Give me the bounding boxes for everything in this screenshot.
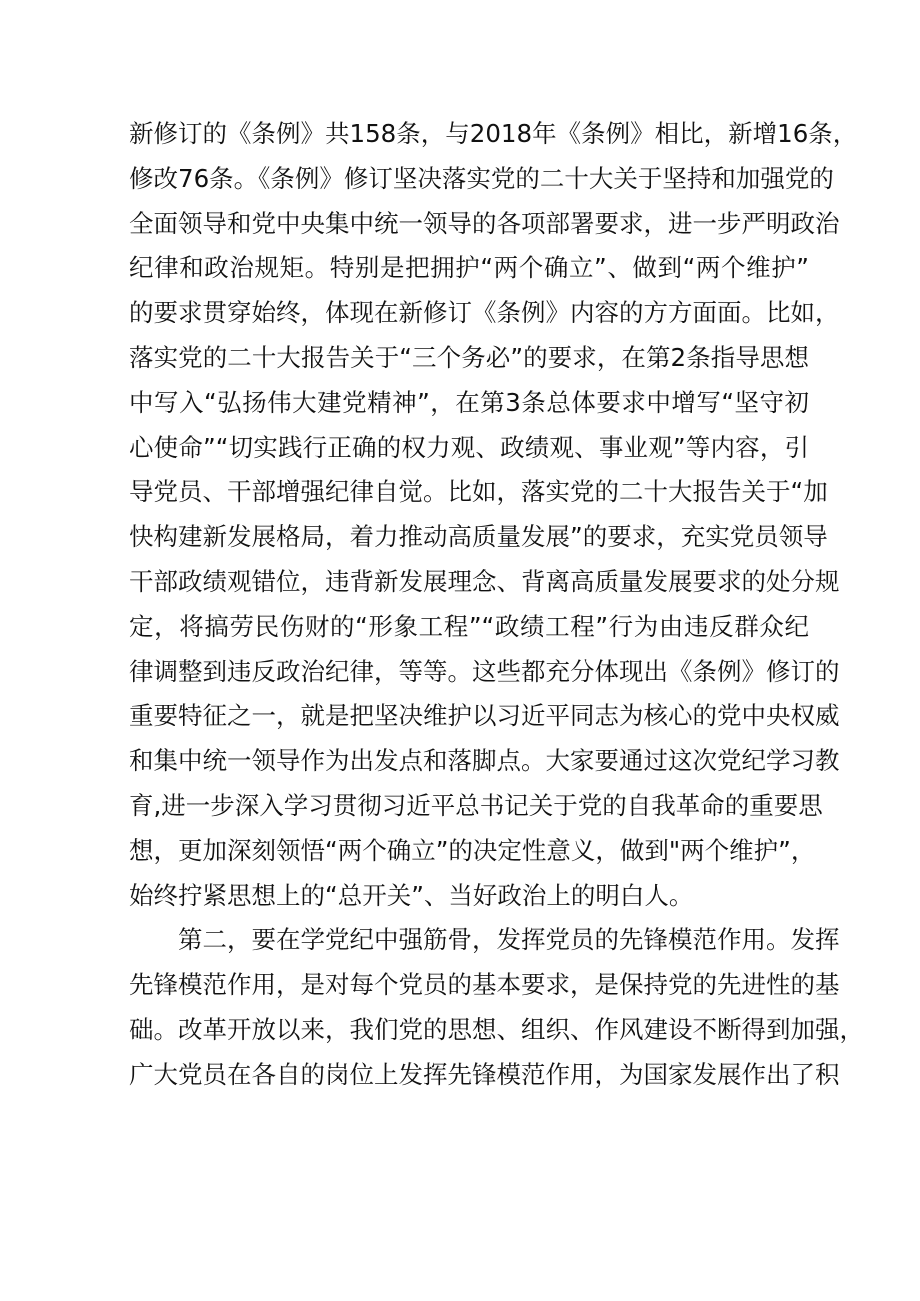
paragraph-line: 中写入“弘扬伟大建党精神”，在第3条总体要求中增写“坚守初	[129, 387, 809, 417]
paragraph-line: 快构建新发展格局，着力推动高质量发展”的要求，充实党员领导	[129, 522, 828, 552]
paragraph-line: 心使命”“切实践行正确的权力观、政绩观、事业观”等内容，引	[129, 432, 809, 462]
paragraph-line: 始终拧紧思想上的“总开关”、当好政治上的明白人。	[129, 880, 694, 910]
paragraph-line: 导党员、干部增强纪律自觉。比如，落实党的二十大报告关于“加	[129, 477, 828, 507]
paragraph-line: 想，更加深刻领悟“两个确立”的决定性意义，做到"两个维护”，	[129, 835, 816, 865]
paragraph-line: 础。改革开放以来，我们党的思想、组织、作风建设不断得到加强，	[129, 1014, 864, 1044]
paragraph-line: 和集中统一领导作为出发点和落脚点。大家要通过这次党纪学习教	[129, 746, 840, 776]
document-body	[129, 112, 864, 1098]
paragraph-line: 修改76条。《条例》修订坚决落实党的二十大关于坚持和加强党的	[129, 163, 834, 193]
paragraph-line: 纪律和政治规矩。特别是把拥护“两个确立”、做到“两个维护”	[129, 253, 809, 283]
paragraph-line: 先锋模范作用，是对每个党员的基本要求，是保持党的先进性的基	[129, 970, 840, 1000]
paragraph-line: 干部政绩观错位，违背新发展理念、背离高质量发展要求的处分规	[129, 566, 840, 596]
paragraph-line: 重要特征之一，就是把坚决维护以习近平同志为核心的党中央权威	[129, 701, 840, 731]
paragraph-line: 的要求贯穿始终，体现在新修订《条例》内容的方方面面。比如，	[129, 298, 840, 328]
paragraph-line: 第二，要在学党纪中强筋骨，发挥党员的先锋模范作用。发挥	[129, 925, 840, 955]
paragraph-1	[129, 112, 858, 918]
paragraph-line: 定，将搞劳民伤财的“形象工程”“政绩工程”行为由违反群众纪	[129, 611, 809, 641]
paragraph-line: 落实党的二十大报告关于“三个务必”的要求，在第2条指导思想	[129, 342, 809, 372]
paragraph-line: 律调整到违反政治纪律，等等。这些都充分体现出《条例》修订的	[129, 656, 840, 686]
paragraph-line: 全面领导和党中央集中统一领导的各项部署要求，进一步严明政治	[129, 208, 840, 238]
paragraph-line: 广大党员在各自的岗位上发挥先锋模范作用，为国家发展作出了积	[129, 1059, 840, 1089]
paragraph-2	[129, 918, 864, 1097]
paragraph-line: 育,进一步深入学习贯彻习近平总书记关于党的自我革命的重要思	[129, 790, 823, 820]
paragraph-line: 新修订的《条例》共158条，与2018年《条例》相比，新增16条，	[129, 119, 858, 148]
